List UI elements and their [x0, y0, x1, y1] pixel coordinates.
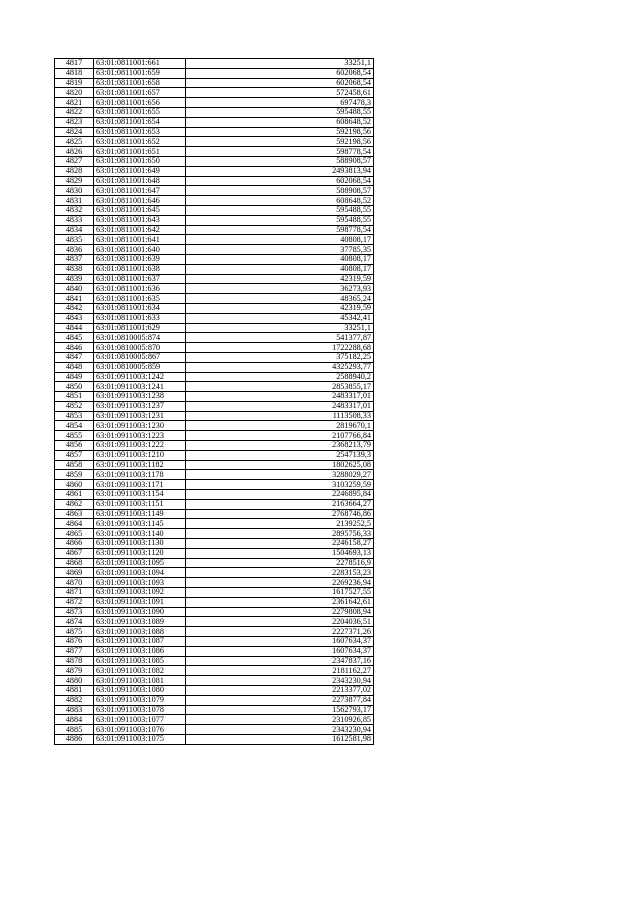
table-row: [55, 392, 374, 402]
value-cell: 2283153,23: [186, 568, 374, 578]
row-number-cell: 4872: [55, 597, 94, 607]
table-row: [55, 303, 374, 313]
row-number-cell: 4861: [55, 490, 94, 500]
value-cell: 48365,24: [186, 294, 374, 304]
value-cell: 40808,17: [186, 264, 374, 274]
table-row: [55, 548, 374, 558]
cadastral-number-cell: 63:01:0811001:634: [94, 303, 186, 313]
row-number-cell: 4851: [55, 392, 94, 402]
value-cell: 2310926,85: [186, 715, 374, 725]
value-cell: 2853855,17: [186, 382, 374, 392]
table-row: [55, 431, 374, 441]
table-row: [55, 156, 374, 166]
row-number-cell: 4871: [55, 588, 94, 598]
cadastral-number-cell: 63:01:0811001:640: [94, 245, 186, 255]
cadastral-number-cell: 63:01:0911003:1087: [94, 637, 186, 647]
cadastral-number-cell: 63:01:0811001:649: [94, 166, 186, 176]
row-number-cell: 4852: [55, 401, 94, 411]
table-row: [55, 529, 374, 539]
value-cell: 1617527,55: [186, 588, 374, 598]
cadastral-number-cell: 63:01:0810005:859: [94, 362, 186, 372]
row-number-cell: 4886: [55, 734, 94, 744]
value-cell: 2181162,27: [186, 666, 374, 676]
cadastral-number-cell: 63:01:0911003:1231: [94, 411, 186, 421]
table-row: [55, 686, 374, 696]
table-row: [55, 470, 374, 480]
cadastral-number-cell: 63:01:0810005:870: [94, 343, 186, 353]
table-row: [55, 558, 374, 568]
table-row: [55, 450, 374, 460]
cadastral-number-cell: 63:01:0911003:1080: [94, 686, 186, 696]
cadastral-number-cell: 63:01:0911003:1242: [94, 372, 186, 382]
value-cell: 2343230,94: [186, 676, 374, 686]
cadastral-number-cell: 63:01:0811001:637: [94, 274, 186, 284]
table-row: [55, 107, 374, 117]
value-cell: 595488,55: [186, 107, 374, 117]
value-cell: 1562793,17: [186, 705, 374, 715]
value-cell: 1612581,98: [186, 734, 374, 744]
table-row: [55, 382, 374, 392]
row-number-cell: 4862: [55, 499, 94, 509]
row-number-cell: 4881: [55, 686, 94, 696]
table-row: [55, 235, 374, 245]
table-row: [55, 646, 374, 656]
cadastral-number-cell: 63:01:0911003:1238: [94, 392, 186, 402]
table-row: [55, 362, 374, 372]
value-cell: 2163664,27: [186, 499, 374, 509]
row-number-cell: 4855: [55, 431, 94, 441]
cadastral-number-cell: 63:01:0811001:645: [94, 205, 186, 215]
table-row: [55, 499, 374, 509]
value-cell: 2246158,27: [186, 539, 374, 549]
row-number-cell: 4857: [55, 450, 94, 460]
row-number-cell: 4826: [55, 147, 94, 157]
cadastral-number-cell: 63:01:0811001:629: [94, 323, 186, 333]
row-number-cell: 4870: [55, 578, 94, 588]
cadastral-number-cell: 63:01:0810005:867: [94, 352, 186, 362]
cadastral-number-cell: 63:01:0911003:1093: [94, 578, 186, 588]
value-cell: 541377,87: [186, 333, 374, 343]
table-row: [55, 607, 374, 617]
value-cell: 2269236,94: [186, 578, 374, 588]
value-cell: 40808,17: [186, 235, 374, 245]
cadastral-number-cell: 63:01:0811001:635: [94, 294, 186, 304]
cadastral-number-cell: 63:01:0811001:638: [94, 264, 186, 274]
table-row: [55, 509, 374, 519]
cadastral-number-cell: 63:01:0911003:1154: [94, 490, 186, 500]
value-cell: 36273,93: [186, 284, 374, 294]
table-row: [55, 343, 374, 353]
table-row: [55, 284, 374, 294]
row-number-cell: 4818: [55, 68, 94, 78]
row-number-cell: 4829: [55, 176, 94, 186]
value-cell: 1113508,33: [186, 411, 374, 421]
cadastral-number-cell: 63:01:0911003:1237: [94, 401, 186, 411]
row-number-cell: 4819: [55, 78, 94, 88]
table-row: [55, 401, 374, 411]
row-number-cell: 4859: [55, 470, 94, 480]
cadastral-number-cell: 63:01:0911003:1082: [94, 666, 186, 676]
value-cell: 42319,59: [186, 303, 374, 313]
table-row: [55, 539, 374, 549]
value-cell: 33251,1: [186, 59, 374, 69]
cadastral-number-cell: 63:01:0911003:1149: [94, 509, 186, 519]
table-row: [55, 274, 374, 284]
cadastral-number-cell: 63:01:0911003:1145: [94, 519, 186, 529]
value-cell: 1607634,37: [186, 646, 374, 656]
row-number-cell: 4849: [55, 372, 94, 382]
row-number-cell: 4860: [55, 480, 94, 490]
value-cell: 37785,35: [186, 245, 374, 255]
table-row: [55, 196, 374, 206]
table-row: [55, 323, 374, 333]
cadastral-number-cell: 63:01:0811001:648: [94, 176, 186, 186]
cadastral-number-cell: 63:01:0911003:1078: [94, 705, 186, 715]
row-number-cell: 4833: [55, 215, 94, 225]
value-cell: 2768746,86: [186, 509, 374, 519]
table-row: [55, 137, 374, 147]
value-cell: 1802625,08: [186, 460, 374, 470]
row-number-cell: 4824: [55, 127, 94, 137]
table-row: [55, 480, 374, 490]
value-cell: 1504693,13: [186, 548, 374, 558]
value-cell: 588908,57: [186, 156, 374, 166]
table-row: [55, 421, 374, 431]
value-cell: 608648,52: [186, 196, 374, 206]
row-number-cell: 4835: [55, 235, 94, 245]
value-cell: 4325293,77: [186, 362, 374, 372]
table-row: [55, 166, 374, 176]
row-number-cell: 4885: [55, 725, 94, 735]
row-number-cell: 4828: [55, 166, 94, 176]
cadastral-number-cell: 63:01:0811001:655: [94, 107, 186, 117]
value-cell: 40808,17: [186, 254, 374, 264]
table-row: [55, 372, 374, 382]
cadastral-number-cell: 63:01:0811001:659: [94, 68, 186, 78]
row-number-cell: 4820: [55, 88, 94, 98]
table-row: [55, 597, 374, 607]
value-cell: 608648,52: [186, 117, 374, 127]
cadastral-number-cell: 63:01:0911003:1091: [94, 597, 186, 607]
value-cell: 2483317,01: [186, 392, 374, 402]
row-number-cell: 4825: [55, 137, 94, 147]
cadastral-number-cell: 63:01:0811001:657: [94, 88, 186, 98]
table-body: [55, 59, 374, 745]
value-cell: 598778,54: [186, 147, 374, 157]
cadastral-number-cell: 63:01:0811001:647: [94, 186, 186, 196]
cadastral-number-cell: 63:01:0911003:1182: [94, 460, 186, 470]
cadastral-number-cell: 63:01:0811001:650: [94, 156, 186, 166]
row-number-cell: 4876: [55, 637, 94, 647]
cadastral-number-cell: 63:01:0911003:1151: [94, 499, 186, 509]
cadastral-number-cell: 63:01:0911003:1092: [94, 588, 186, 598]
cadastral-number-cell: 63:01:0811001:652: [94, 137, 186, 147]
row-number-cell: 4869: [55, 568, 94, 578]
table-row: [55, 176, 374, 186]
cadastral-number-cell: 63:01:0811001:642: [94, 225, 186, 235]
row-number-cell: 4882: [55, 695, 94, 705]
cadastral-number-cell: 63:01:0811001:651: [94, 147, 186, 157]
cadastral-number-cell: 63:01:0911003:1230: [94, 421, 186, 431]
table-row: [55, 666, 374, 676]
table-row: [55, 294, 374, 304]
cadastral-number-cell: 63:01:0911003:1075: [94, 734, 186, 744]
row-number-cell: 4853: [55, 411, 94, 421]
table-row: [55, 734, 374, 744]
row-number-cell: 4863: [55, 509, 94, 519]
row-number-cell: 4858: [55, 460, 94, 470]
cadastral-number-cell: 63:01:0911003:1086: [94, 646, 186, 656]
table-row: [55, 333, 374, 343]
value-cell: 588908,57: [186, 186, 374, 196]
row-number-cell: 4846: [55, 343, 94, 353]
value-cell: 2343230,94: [186, 725, 374, 735]
row-number-cell: 4821: [55, 98, 94, 108]
table-row: [55, 656, 374, 666]
table-row: [55, 352, 374, 362]
value-cell: 2246895,84: [186, 490, 374, 500]
value-cell: 2107766,84: [186, 431, 374, 441]
cadastral-number-cell: 63:01:0811001:639: [94, 254, 186, 264]
value-cell: 592198,56: [186, 137, 374, 147]
row-number-cell: 4883: [55, 705, 94, 715]
value-cell: 3288029,27: [186, 470, 374, 480]
row-number-cell: 4879: [55, 666, 94, 676]
value-cell: 45342,41: [186, 313, 374, 323]
row-number-cell: 4823: [55, 117, 94, 127]
table-row: [55, 78, 374, 88]
table-row: [55, 68, 374, 78]
value-cell: 2547139,3: [186, 450, 374, 460]
table-row: [55, 98, 374, 108]
row-number-cell: 4875: [55, 627, 94, 637]
row-number-cell: 4873: [55, 607, 94, 617]
table-row: [55, 245, 374, 255]
row-number-cell: 4840: [55, 284, 94, 294]
value-cell: 375182,25: [186, 352, 374, 362]
row-number-cell: 4817: [55, 59, 94, 69]
cadastral-number-cell: 63:01:0811001:641: [94, 235, 186, 245]
value-cell: 2139252,5: [186, 519, 374, 529]
table-row: [55, 59, 374, 69]
cadastral-number-cell: 63:01:0911003:1076: [94, 725, 186, 735]
table-row: [55, 411, 374, 421]
cadastral-number-cell: 63:01:0911003:1081: [94, 676, 186, 686]
row-number-cell: 4868: [55, 558, 94, 568]
table-row: [55, 117, 374, 127]
value-cell: 697478,3: [186, 98, 374, 108]
cadastral-number-cell: 63:01:0911003:1241: [94, 382, 186, 392]
value-cell: 602068,54: [186, 78, 374, 88]
value-cell: 42319,59: [186, 274, 374, 284]
value-cell: 2483317,01: [186, 401, 374, 411]
table-row: [55, 147, 374, 157]
table-row: [55, 676, 374, 686]
table-row: [55, 725, 374, 735]
cadastral-number-cell: 63:01:0810005:874: [94, 333, 186, 343]
value-cell: 2361642,61: [186, 597, 374, 607]
value-cell: 1607634,37: [186, 637, 374, 647]
row-number-cell: 4864: [55, 519, 94, 529]
cadastral-number-cell: 63:01:0911003:1222: [94, 441, 186, 451]
table-row: [55, 637, 374, 647]
row-number-cell: 4843: [55, 313, 94, 323]
value-cell: 2278516,9: [186, 558, 374, 568]
row-number-cell: 4856: [55, 441, 94, 451]
value-cell: 2895756,33: [186, 529, 374, 539]
row-number-cell: 4834: [55, 225, 94, 235]
data-table: [54, 58, 374, 745]
table-row: [55, 617, 374, 627]
row-number-cell: 4839: [55, 274, 94, 284]
value-cell: 602068,54: [186, 176, 374, 186]
table-row: [55, 578, 374, 588]
value-cell: 33251,1: [186, 323, 374, 333]
row-number-cell: 4831: [55, 196, 94, 206]
cadastral-number-cell: 63:01:0811001:646: [94, 196, 186, 206]
value-cell: 2347837,16: [186, 656, 374, 666]
table-row: [55, 460, 374, 470]
row-number-cell: 4878: [55, 656, 94, 666]
table-row: [55, 127, 374, 137]
value-cell: 602068,54: [186, 68, 374, 78]
row-number-cell: 4847: [55, 352, 94, 362]
row-number-cell: 4884: [55, 715, 94, 725]
cadastral-number-cell: 63:01:0911003:1077: [94, 715, 186, 725]
cadastral-number-cell: 63:01:0911003:1095: [94, 558, 186, 568]
row-number-cell: 4877: [55, 646, 94, 656]
table-row: [55, 88, 374, 98]
cadastral-number-cell: 63:01:0911003:1223: [94, 431, 186, 441]
value-cell: 3103259,59: [186, 480, 374, 490]
cadastral-number-cell: 63:01:0911003:1079: [94, 695, 186, 705]
cadastral-number-cell: 63:01:0911003:1210: [94, 450, 186, 460]
table-row: [55, 588, 374, 598]
table-row: [55, 254, 374, 264]
cadastral-number-cell: 63:01:0911003:1171: [94, 480, 186, 490]
table-row: [55, 568, 374, 578]
cadastral-number-cell: 63:01:0911003:1094: [94, 568, 186, 578]
row-number-cell: 4874: [55, 617, 94, 627]
row-number-cell: 4822: [55, 107, 94, 117]
row-number-cell: 4867: [55, 548, 94, 558]
row-number-cell: 4848: [55, 362, 94, 372]
cadastral-number-cell: 63:01:0811001:658: [94, 78, 186, 88]
row-number-cell: 4865: [55, 529, 94, 539]
row-number-cell: 4854: [55, 421, 94, 431]
row-number-cell: 4844: [55, 323, 94, 333]
value-cell: 2273877,84: [186, 695, 374, 705]
value-cell: 592198,56: [186, 127, 374, 137]
value-cell: 595488,55: [186, 205, 374, 215]
row-number-cell: 4836: [55, 245, 94, 255]
cadastral-number-cell: 63:01:0911003:1140: [94, 529, 186, 539]
cadastral-number-cell: 63:01:0811001:643: [94, 215, 186, 225]
row-number-cell: 4845: [55, 333, 94, 343]
cadastral-number-cell: 63:01:0811001:656: [94, 98, 186, 108]
row-number-cell: 4850: [55, 382, 94, 392]
value-cell: 595488,55: [186, 215, 374, 225]
table-row: [55, 225, 374, 235]
cadastral-number-cell: 63:01:0811001:661: [94, 59, 186, 69]
row-number-cell: 4841: [55, 294, 94, 304]
table-row: [55, 627, 374, 637]
value-cell: 1722288,68: [186, 343, 374, 353]
cadastral-number-cell: 63:01:0911003:1088: [94, 627, 186, 637]
value-cell: 572458,61: [186, 88, 374, 98]
row-number-cell: 4838: [55, 264, 94, 274]
cadastral-number-cell: 63:01:0811001:653: [94, 127, 186, 137]
cadastral-number-cell: 63:01:0911003:1120: [94, 548, 186, 558]
value-cell: 598778,54: [186, 225, 374, 235]
table-row: [55, 205, 374, 215]
value-cell: 2493813,94: [186, 166, 374, 176]
table-row: [55, 313, 374, 323]
row-number-cell: 4880: [55, 676, 94, 686]
table-row: [55, 519, 374, 529]
row-number-cell: 4827: [55, 156, 94, 166]
row-number-cell: 4837: [55, 254, 94, 264]
cadastral-number-cell: 63:01:0911003:1090: [94, 607, 186, 617]
row-number-cell: 4832: [55, 205, 94, 215]
value-cell: 2819670,1: [186, 421, 374, 431]
value-cell: 2279808,94: [186, 607, 374, 617]
cadastral-number-cell: 63:01:0811001:633: [94, 313, 186, 323]
row-number-cell: 4866: [55, 539, 94, 549]
value-cell: 2588940,2: [186, 372, 374, 382]
cadastral-number-cell: 63:01:0911003:1089: [94, 617, 186, 627]
cadastral-number-cell: 63:01:0911003:1178: [94, 470, 186, 480]
cadastral-number-cell: 63:01:0911003:1130: [94, 539, 186, 549]
value-cell: 2227371,26: [186, 627, 374, 637]
value-cell: 2368213,79: [186, 441, 374, 451]
row-number-cell: 4830: [55, 186, 94, 196]
table-row: [55, 705, 374, 715]
value-cell: 2213377,02: [186, 686, 374, 696]
table-row: [55, 264, 374, 274]
cadastral-number-cell: 63:01:0811001:654: [94, 117, 186, 127]
table-row: [55, 715, 374, 725]
table-row: [55, 695, 374, 705]
row-number-cell: 4842: [55, 303, 94, 313]
cadastral-number-cell: 63:01:0811001:636: [94, 284, 186, 294]
table-row: [55, 215, 374, 225]
table-row: [55, 186, 374, 196]
cadastral-number-cell: 63:01:0911003:1085: [94, 656, 186, 666]
value-cell: 2204036,51: [186, 617, 374, 627]
table-row: [55, 441, 374, 451]
table-row: [55, 490, 374, 500]
